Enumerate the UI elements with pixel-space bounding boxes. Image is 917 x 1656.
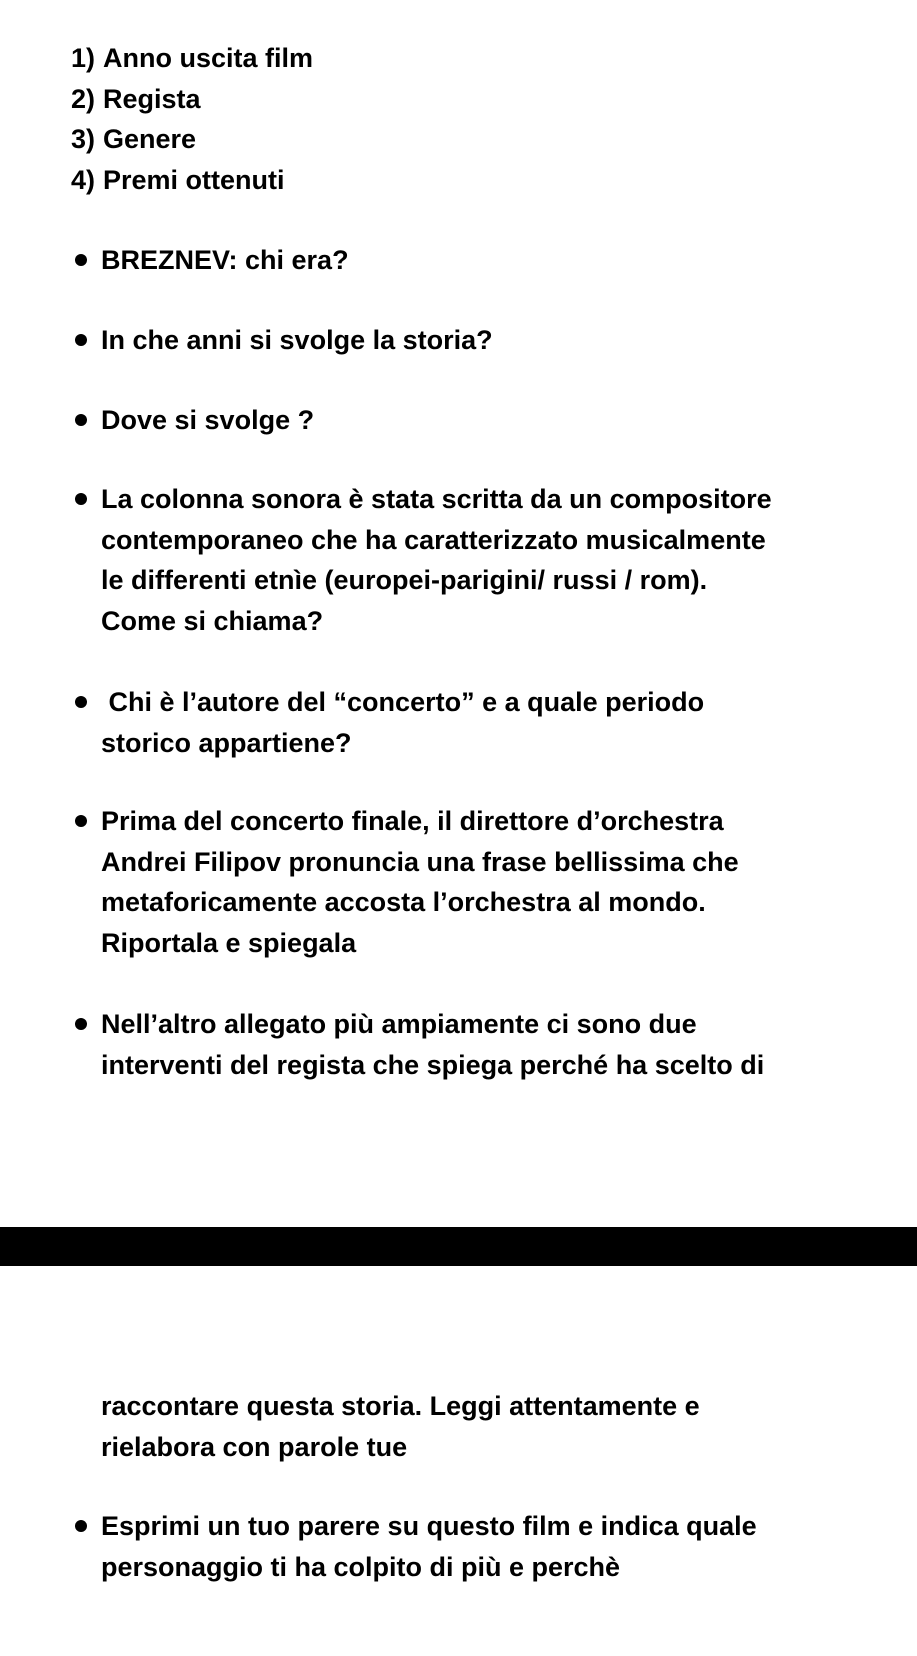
question-text: [101, 1004, 901, 1085]
question-line: Prima del concerto finale, il direttore d’orchestra: [101, 806, 724, 836]
question-line: le differenti etnìe (europei-parigini/ russi / rom).: [101, 565, 708, 595]
film-info-item: [71, 119, 313, 160]
question-line: personaggio ti ha colpito di più e perchè: [101, 1551, 621, 1582]
film-info-item: [71, 160, 313, 201]
bullet-dot-icon: [75, 815, 87, 827]
item-label: Anno uscita film: [103, 43, 314, 73]
bullet-dot-icon: [75, 254, 87, 266]
question-line: Dove si svolge ?: [101, 405, 315, 435]
bullet-dot-icon: [75, 1018, 87, 1030]
bullet-dot-icon: [75, 414, 87, 426]
question-text: [101, 682, 901, 763]
question-line: Chi è l’autore del “concerto” e a quale periodo: [101, 687, 705, 717]
question-line: contemporaneo che ha caratterizzato musicalmente: [101, 524, 766, 555]
film-info-list: [71, 38, 313, 200]
question-line: raccontare questa storia. Leggi attentamente e: [101, 1391, 700, 1421]
question-continuation: [101, 1386, 700, 1467]
question-line: storico appartiene?: [101, 727, 352, 758]
question-text: [101, 320, 901, 361]
bullet-dot-icon: [75, 1520, 87, 1532]
bullet-dot-icon: [75, 493, 87, 505]
bullet-dot-icon: [75, 696, 87, 708]
question-line: La colonna sonora è stata scritta da un compositore: [101, 484, 772, 514]
question-text: [101, 801, 901, 963]
question-line: Esprimi un tuo parere su questo film e indica quale: [101, 1511, 757, 1541]
item-number: 3): [71, 124, 96, 154]
item-number: 4): [71, 164, 96, 195]
page-break-bar: [0, 1227, 917, 1266]
question-text: [101, 479, 901, 641]
question-text: [101, 240, 901, 281]
question-line: metaforicamente accosta l’orchestra al mondo.: [101, 887, 706, 917]
film-info-item: [71, 79, 313, 120]
item-number: 2): [71, 83, 96, 114]
question-line: Nell’altro allegato più ampiamente ci sono due: [101, 1009, 697, 1039]
item-label: Premi ottenuti: [103, 164, 285, 195]
question-line: Come si chiama?: [101, 605, 324, 636]
question-line: rielabora con parole tue: [101, 1431, 408, 1462]
item-label: Genere: [103, 124, 197, 154]
item-number: 1): [71, 43, 96, 73]
question-line: interventi del regista che spiega perché ha scelto di: [101, 1049, 765, 1080]
bullet-dot-icon: [75, 334, 87, 346]
question-text: [101, 1506, 901, 1587]
question-text: [101, 400, 901, 441]
question-line: Riportala e spiegala: [101, 927, 357, 958]
item-label: Regista: [103, 83, 201, 114]
film-info-item: [71, 38, 313, 79]
question-line: BREZNEV: chi era?: [101, 245, 349, 275]
question-line: In che anni si svolge la storia?: [101, 325, 493, 355]
question-line: Andrei Filipov pronuncia una frase bellissima che: [101, 846, 739, 877]
